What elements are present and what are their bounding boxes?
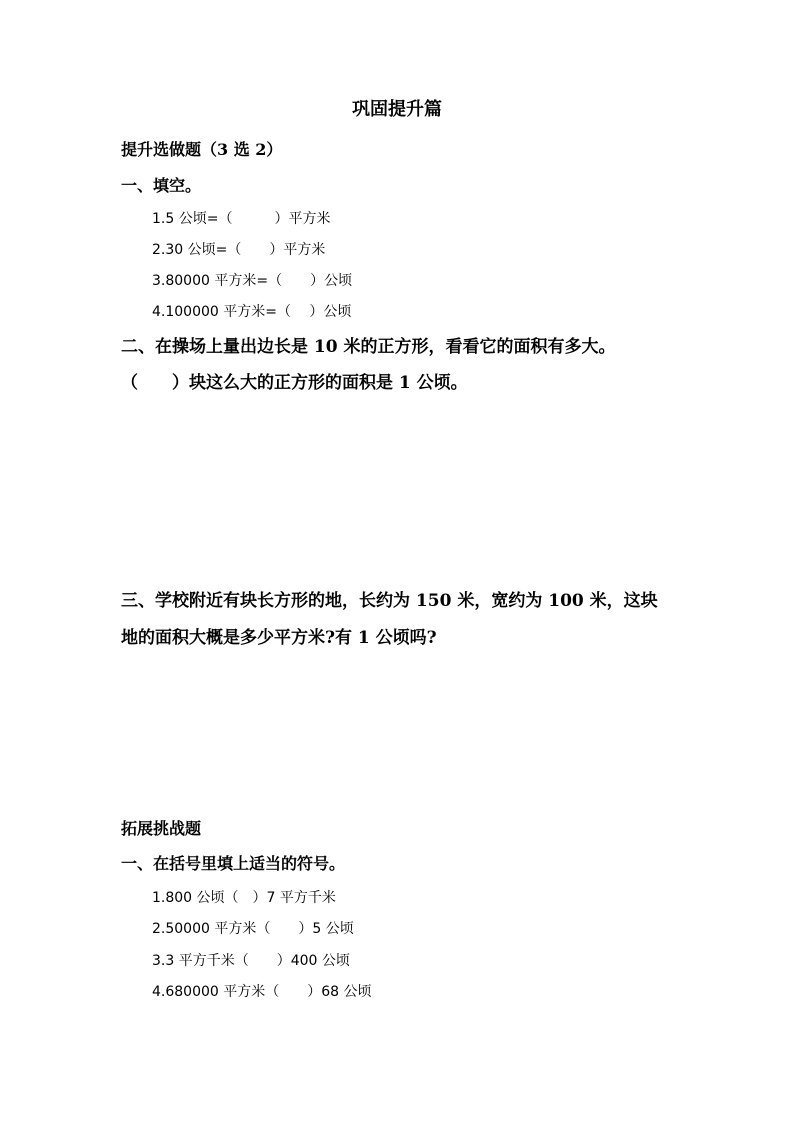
question-rectangle-land-line1: 三、学校附近有块长方形的地，长约为 150 米，宽约为 100 米，这块 xyxy=(121,591,658,611)
symbol-item-3: 3.3 平方千米（ ）400 公顷 xyxy=(152,953,350,969)
fill-blank-item-2: 2.30 公顷=（ ）平方米 xyxy=(152,242,326,258)
page-title: 巩固提升篇 xyxy=(352,99,442,120)
fill-blank-item-1: 1.5 公顷=（ ）平方米 xyxy=(152,211,331,227)
fill-blank-item-4: 4.100000 平方米=（ ）公顷 xyxy=(152,304,352,320)
question-fill-blank-heading: 一、填空。 xyxy=(121,176,202,195)
section-heading-challenge: 拓展挑战题 xyxy=(121,819,202,838)
question-playground-line2: （ ）块这么大的正方形的面积是 1 公顷。 xyxy=(121,373,468,393)
question-symbols-heading: 一、在括号里填上适当的符号。 xyxy=(121,854,346,873)
symbol-item-4: 4.680000 平方米（ ）68 公顷 xyxy=(152,984,372,1000)
fill-blank-item-3: 3.80000 平方米=（ ）公顷 xyxy=(152,273,353,289)
symbol-item-2: 2.50000 平方米（ ）5 公顷 xyxy=(152,921,354,937)
question-playground-line1: 二、在操场上量出边长是 10 米的正方形，看看它的面积有多大。 xyxy=(121,337,616,357)
question-rectangle-land-line2: 地的面积大概是多少平方米?有 1 公顷吗? xyxy=(121,628,437,648)
section-heading-elective: 提升选做题（3 选 2） xyxy=(121,140,283,159)
symbol-item-1: 1.800 公顷（ ）7 平方千米 xyxy=(152,890,336,906)
